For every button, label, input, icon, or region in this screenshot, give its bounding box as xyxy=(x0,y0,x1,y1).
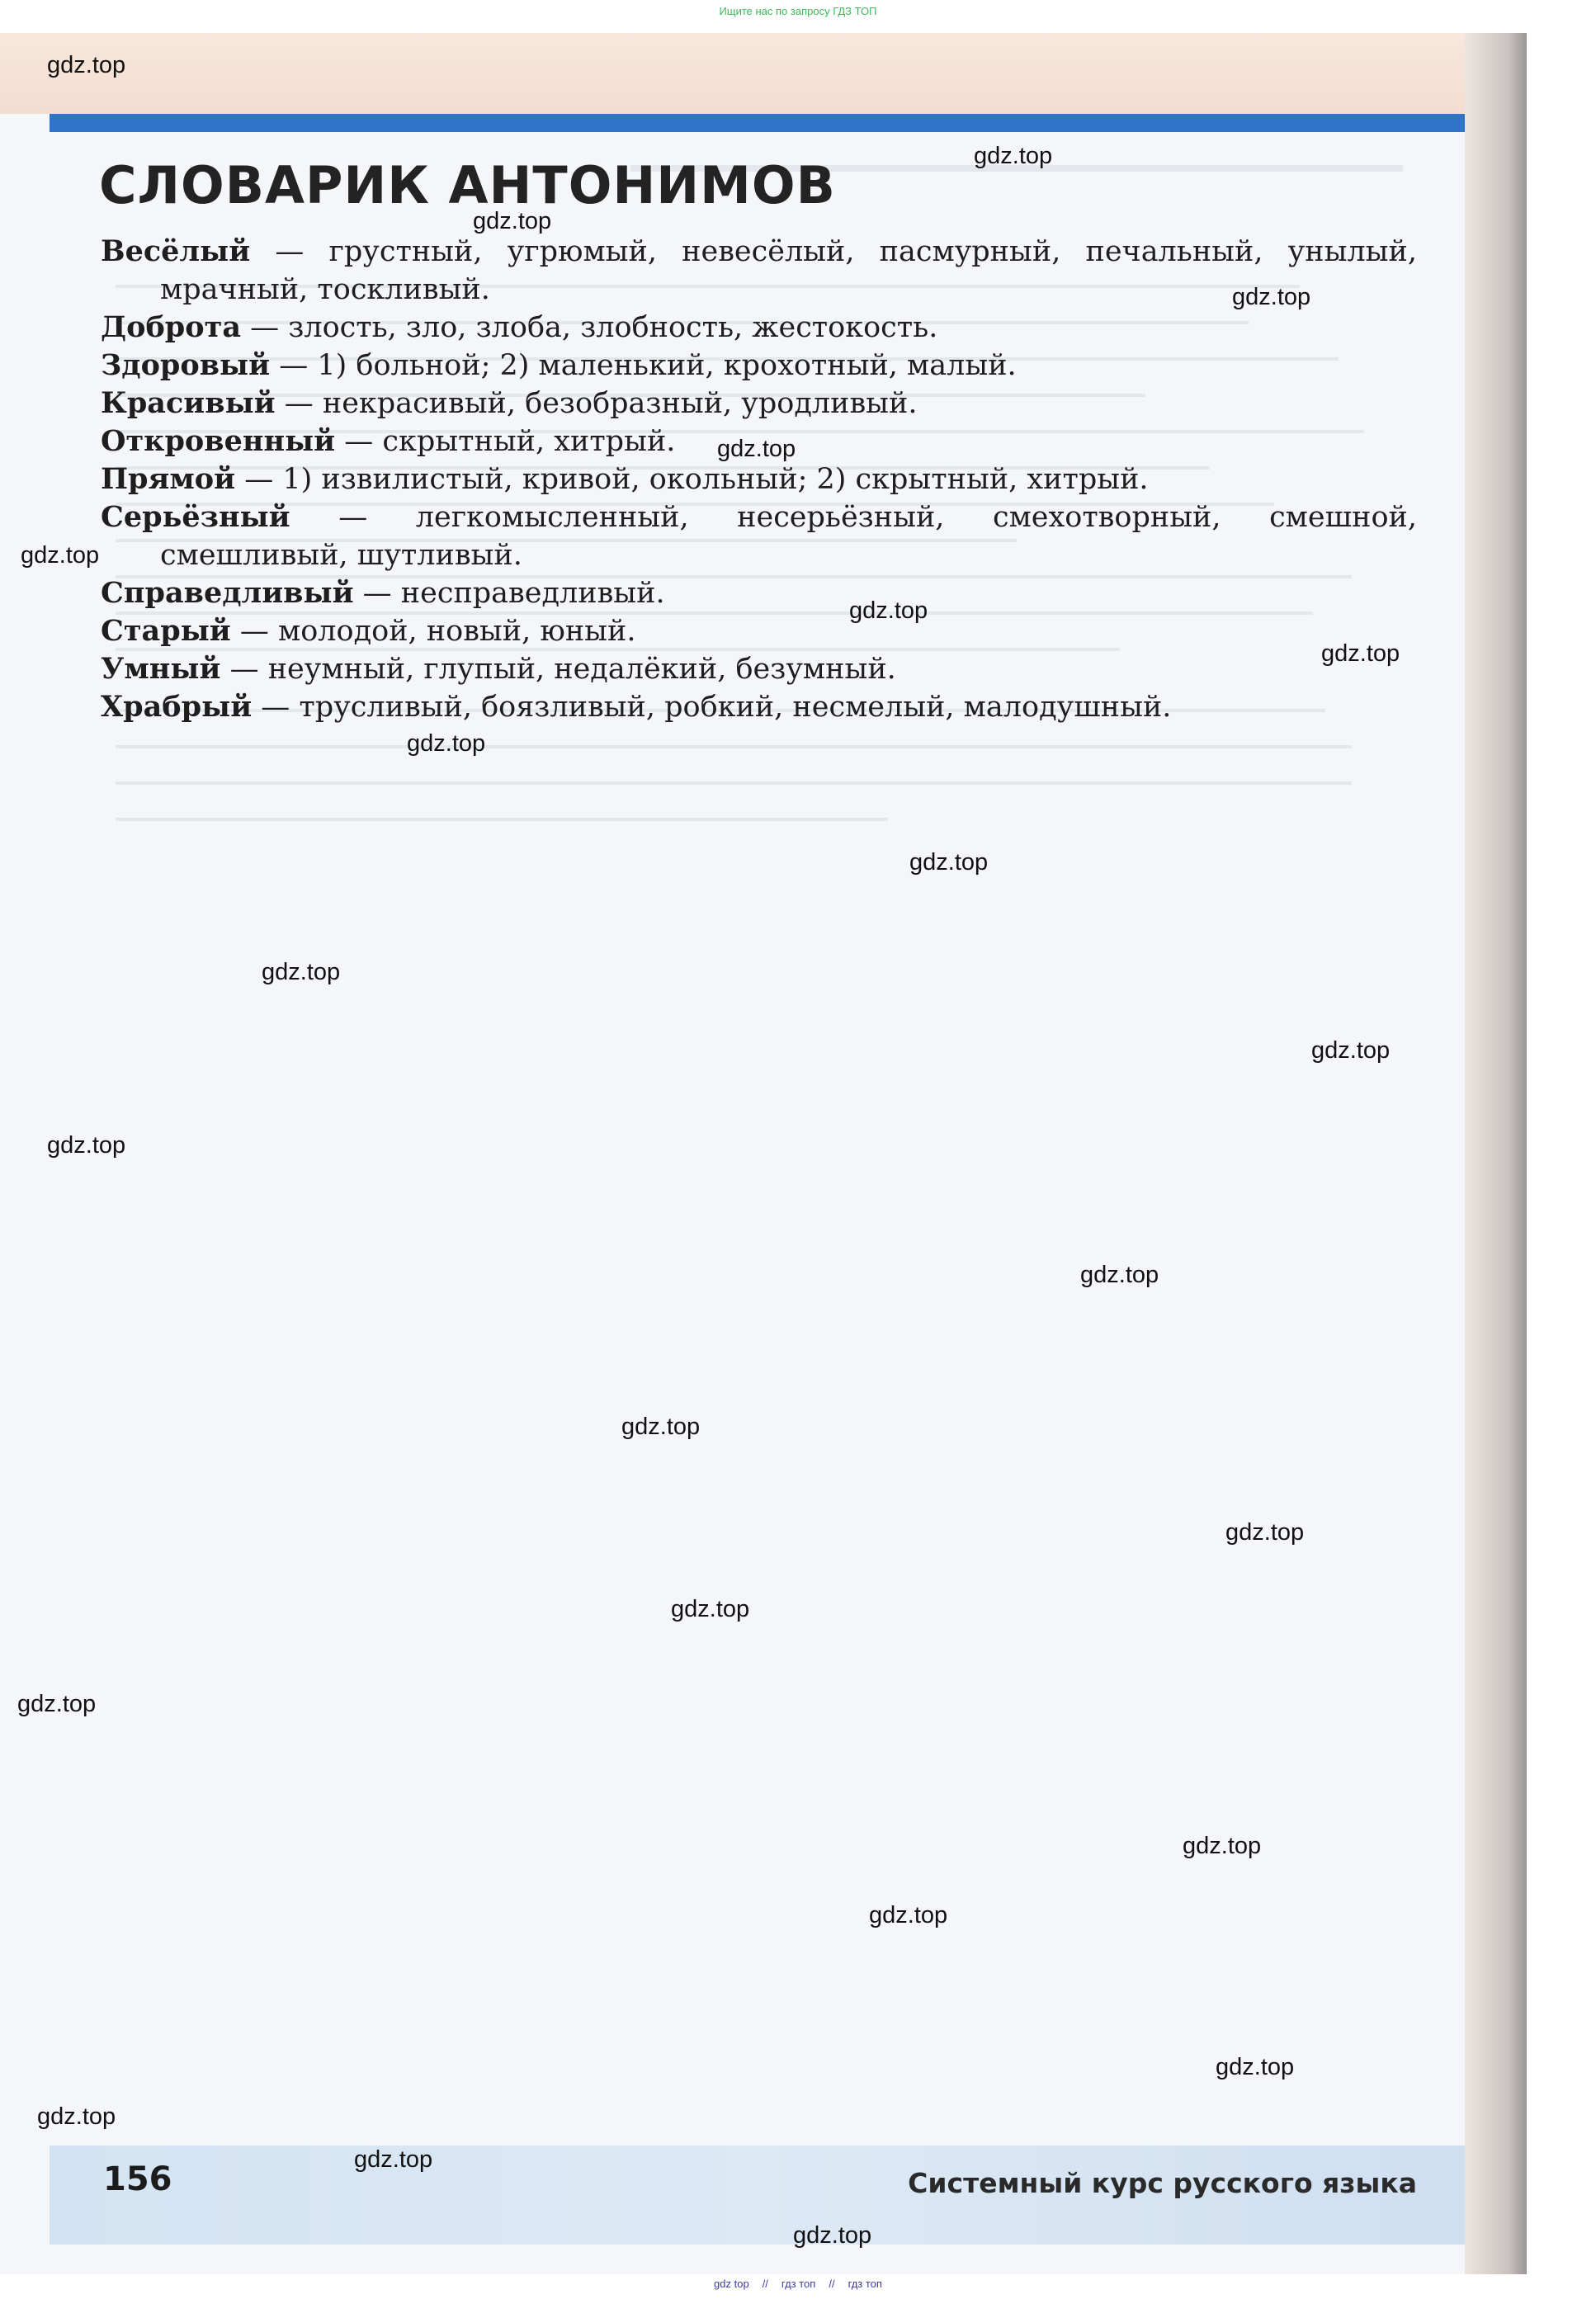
entry-dobrota xyxy=(101,309,1417,347)
entry-headword: Храбрый xyxy=(101,690,253,724)
watermark: gdz.top xyxy=(1321,640,1400,667)
entry-antonyms: — несправедливый. xyxy=(353,577,665,610)
entry-pryamoj xyxy=(101,460,1417,498)
bottom-separator: // xyxy=(829,2278,835,2290)
watermark: gdz.top xyxy=(17,1691,97,1717)
bottom-link[interactable]: гдз топ xyxy=(848,2278,882,2290)
entry-spravedlivyj xyxy=(101,574,1417,612)
entry-antonyms: — 1) извилистый, кривой, окольный; 2) скрытный, хитрый. xyxy=(235,463,1149,496)
bottom-links-bar xyxy=(0,2278,1596,2290)
bottom-link[interactable]: гдз топ xyxy=(781,2278,816,2290)
entry-khrabryj xyxy=(101,688,1417,726)
watermark: gdz.top xyxy=(1183,1833,1262,1859)
entry-antonyms: — злость, зло, злоба, злобность, жестокость. xyxy=(241,311,938,344)
watermark: gdz.top xyxy=(1216,2054,1295,2080)
entry-antonyms: — 1) больной; 2) маленький, крохотный, малый. xyxy=(270,349,1017,382)
entry-umnyj xyxy=(101,650,1417,688)
top-banner: Ищите нас по запросу ГДЗ ТОП xyxy=(719,5,877,17)
entry-staryj xyxy=(101,612,1417,650)
watermark: gdz.top xyxy=(37,2103,116,2130)
entry-krasivyj xyxy=(101,385,1417,423)
bottom-link[interactable]: gdz top xyxy=(714,2278,749,2290)
course-title: Системный курс русского языка xyxy=(908,2167,1417,2199)
blue-header-rule xyxy=(50,114,1465,132)
entry-headword: Справедливый xyxy=(101,576,354,610)
watermark: gdz.top xyxy=(47,52,126,78)
entry-headword: Красивый xyxy=(101,386,276,420)
book-spine xyxy=(1465,33,1527,2274)
entry-headword: Весёлый xyxy=(101,234,251,268)
watermark: gdz.top xyxy=(1232,284,1311,310)
bottom-separator: // xyxy=(762,2278,768,2290)
watermark: gdz.top xyxy=(407,730,486,757)
entry-seryoznyj xyxy=(101,498,1417,574)
watermark: gdz.top xyxy=(869,1902,948,1928)
dictionary-title: СЛОВАРИК АНТОНИМОВ xyxy=(99,155,836,215)
watermark: gdz.top xyxy=(974,143,1053,169)
watermark: gdz.top xyxy=(793,2222,872,2249)
watermark: gdz.top xyxy=(717,436,796,462)
entry-antonyms: — грустный, угрюмый, невесёлый, пасмурный, печальный, унылый, мрачный, тоскливый. xyxy=(160,235,1417,306)
entry-headword: Прямой xyxy=(101,462,236,496)
entry-headword: Доброта xyxy=(101,310,241,344)
antonym-entries xyxy=(101,233,1417,726)
entry-antonyms: — молодой, новый, юный. xyxy=(230,615,636,648)
entry-headword: Серьёзный xyxy=(101,500,290,534)
watermark: gdz.top xyxy=(354,2146,433,2173)
entry-antonyms: — неумный, глупый, недалёкий, безумный. xyxy=(220,653,896,686)
watermark: gdz.top xyxy=(909,849,989,876)
entry-antonyms: — трусливый, боязливый, робкий, несмелый, малодушный. xyxy=(252,691,1172,724)
watermark: gdz.top xyxy=(849,597,928,624)
page-number: 156 xyxy=(103,2160,172,2198)
watermark: gdz.top xyxy=(1311,1037,1391,1064)
watermark: gdz.top xyxy=(262,959,341,985)
watermark: gdz.top xyxy=(473,208,552,234)
entry-veselyj xyxy=(101,233,1417,309)
watermark: gdz.top xyxy=(47,1132,126,1159)
entry-headword: Старый xyxy=(101,614,231,648)
watermark: gdz.top xyxy=(671,1596,750,1622)
entry-headword: Умный xyxy=(101,652,221,686)
entry-antonyms: — скрытный, хитрый. xyxy=(335,425,676,458)
watermark: gdz.top xyxy=(621,1414,701,1440)
entry-headword: Здоровый xyxy=(101,348,271,382)
watermark: gdz.top xyxy=(1080,1262,1159,1288)
entry-zdorovyj xyxy=(101,347,1417,385)
entry-antonyms: — некрасивый, безобразный, уродливый. xyxy=(275,387,918,420)
entry-antonyms: — легкомысленный, несерьёзный, смехотворный, смешной, смешливый, шутливый. xyxy=(160,501,1417,572)
entry-headword: Откровенный xyxy=(101,424,336,458)
page-top-shade xyxy=(0,33,1477,114)
watermark: gdz.top xyxy=(1225,1519,1305,1546)
watermark: gdz.top xyxy=(21,542,100,569)
